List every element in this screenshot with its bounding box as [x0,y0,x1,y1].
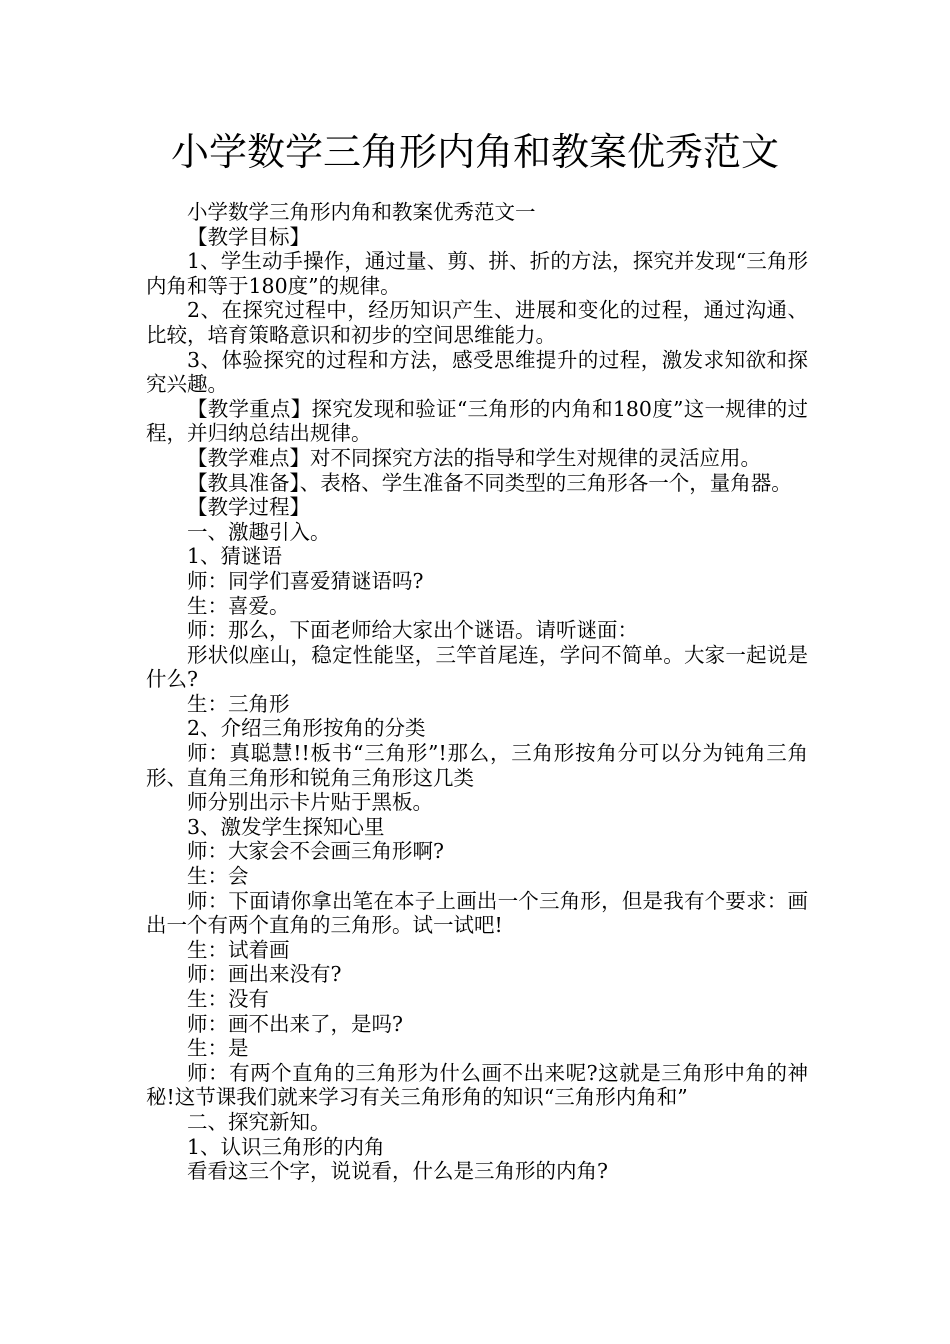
paragraph-section-heading: 小学数学三角形内角和教案优秀范文一 [187,200,536,224]
paragraph-goal-2: 2、在探究过程中，经历知识产生、进展和变化的过程，通过沟通、比较，培育策略意识和初步的空间思维能力。 [146,298,808,347]
paragraph-dialogue: 生：没有 [187,987,269,1011]
paragraph-riddle-heading: 1、猜谜语 [187,544,283,569]
paragraph-dialogue: 师：大家会不会画三角形啊? [187,839,444,864]
paragraph-dialogue: 师：真聪慧!!板书“三角形”!那么，三角形按角分可以分为钝角三角形、直角三角形和锐角三角形这几类 [146,741,808,790]
paragraph-motivation-heading: 3、激发学生探知心里 [187,814,385,839]
document-title: 小学数学三角形内角和教案优秀范文 [170,130,779,174]
paragraph-question: 看看这三个字，说说看，什么是三角形的内角? [187,1159,608,1184]
paragraph-interior-angle-heading: 1、认识三角形的内角 [187,1134,385,1159]
paragraph-materials: 【教具准备】、表格、学生准备不同类型的三角形各一个，量角器。 [187,470,792,495]
paragraph-dialogue: 师分别出示卡片贴于黑板。 [187,790,433,815]
paragraph-classification-heading: 2、介绍三角形按角的分类 [187,716,426,741]
paragraph-dialogue: 生：会 [187,864,249,889]
paragraph-key-point: 【教学重点】探究发现和验证“三角形的内角和180度”这一规律的过程，并归纳总结出规律。 [146,396,808,446]
paragraph-dialogue: 师：下面请你拿出笔在本子上画出一个三角形，但是我有个要求：画出一个有两个直角的三角形。试一试吧! [146,888,808,938]
document-body [146,200,808,1184]
paragraph-dialogue: 生：三角形 [187,691,290,716]
paragraph-dialogue: 师：那么，下面老师给大家出个谜语。请听谜面： [187,618,638,643]
paragraph-process-heading: 【教学过程】 [187,495,310,520]
paragraph-dialogue: 师：画不出来了，是吗? [187,1011,403,1036]
paragraph-dialogue: 生：试着画 [187,937,290,962]
paragraph-step-1: 一、激趣引入。 [187,519,331,544]
paragraph-dialogue: 师：有两个直角的三角形为什么画不出来呢?这就是三角形中角的神秘!这节课我们就来学习有关三角形角的知识“三角形内角和” [146,1060,808,1110]
paragraph-dialogue: 生：喜爱。 [187,593,290,618]
paragraph-dialogue: 生：是 [187,1036,249,1061]
paragraph-step-2: 二、探究新知。 [187,1109,331,1134]
paragraph-riddle: 形状似座山，稳定性能坚，三竿首尾连，学问不简单。大家一起说是什么? [146,642,808,692]
paragraph-goal-1: 1、学生动手操作，通过量、剪、拼、折的方法，探究并发现“三角形内角和等于180度”的规律。 [146,249,808,298]
paragraph-difficulty: 【教学难点】对不同探究方法的指导和学生对规律的灵活应用。 [187,445,761,470]
paragraph-dialogue: 师：同学们喜爱猜谜语吗? [187,568,424,593]
paragraph-dialogue: 师：画出来没有? [187,962,342,987]
paragraph-teaching-goals-heading: 【教学目标】 [187,224,310,249]
paragraph-goal-3: 3、体验探究的过程和方法，感受思维提升的过程，激发求知欲和探究兴趣。 [146,347,808,397]
